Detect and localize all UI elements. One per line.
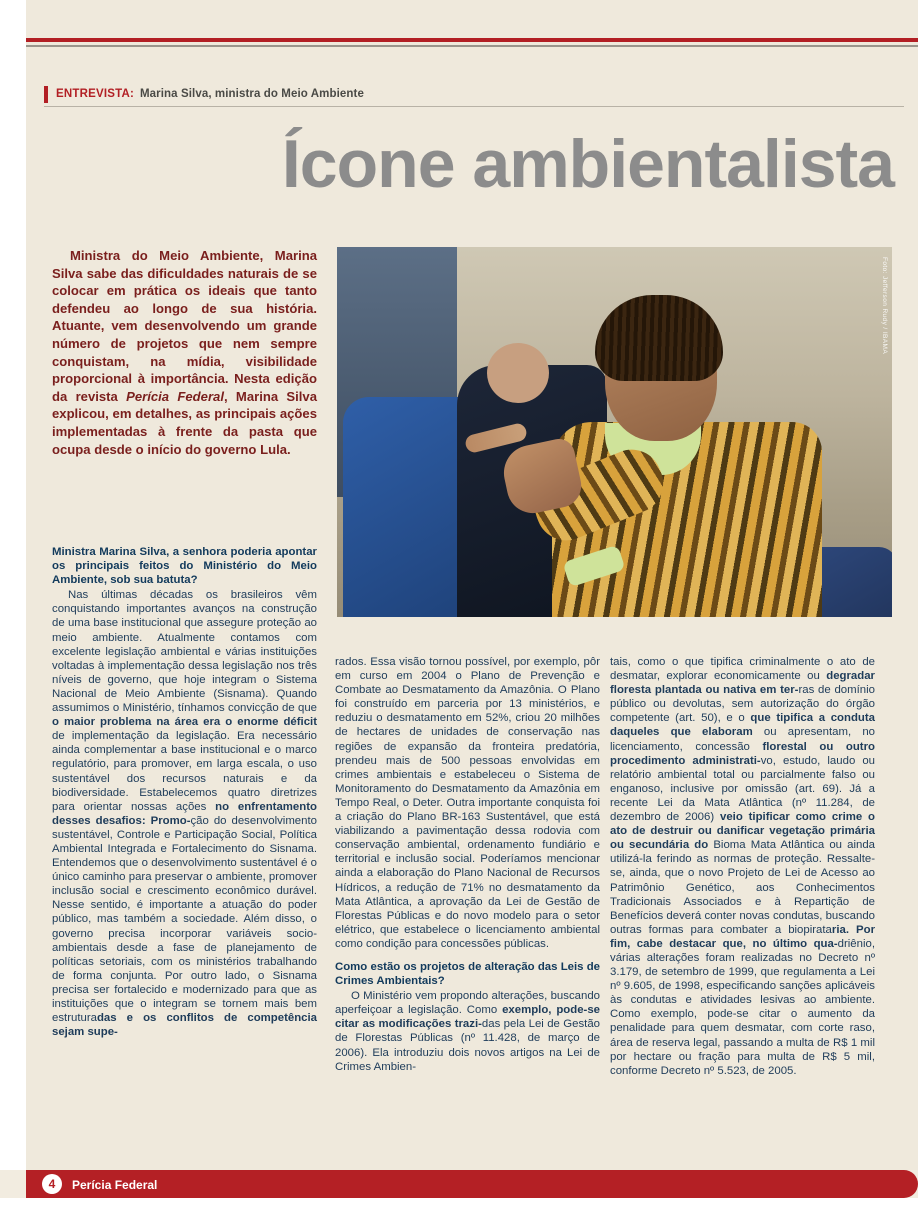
top-rule-grey — [26, 45, 918, 47]
answer-2-bold-a: degradar floresta plantada ou nativa em ter- — [610, 670, 875, 697]
photo-background-person-head — [487, 343, 549, 403]
body-column-2 — [335, 655, 600, 1074]
lead-paragraph — [52, 247, 317, 458]
answer-1-bold-c: no enfrentamento desses desafios: Promo- — [52, 800, 317, 827]
answer-2-part-a: O Ministério vem propondo alterações, buscando aperfeiçoar a legislação. Como — [335, 990, 600, 1017]
answer-1-bold-d: das e os conflitos de competência sejam supe- — [52, 1012, 317, 1039]
column3-continuation — [610, 655, 875, 1078]
answer-1-bold-b: o maior problema na área era o enorme déficit — [52, 716, 317, 729]
question-2: Como estão os projetos de alteração das Leis de Crimes Ambientais? — [335, 960, 600, 988]
answer-2-part-b: das pela Lei de Gestão de Florestas Públicas (nº 11.428, de março de 2006). Ela introduziu dois novos artigos na Lei de Crimes Ambien- — [335, 1018, 600, 1073]
lead-text-part2: , Marina Silva explicou, em detalhes, as principais ações implementadas à frente da pasta que ocupa desde o início do governo Lula. — [52, 388, 317, 457]
answer-1-part-a: Nas últimas décadas os brasileiros vêm conquistando importantes avanços na construção de uma base institucional que assegure proteção ao meio ambiente. Atualmente contamos com excelente legislação ambiental e várias instituições voltadas à implementação dessa legislação nos três níveis de governo, que hoje integram o Sistema Nacional de Meio Ambiente (Sisnama). Quando assumimos o Ministério, tínhamos convicção de que — [52, 589, 317, 715]
page-footer — [0, 1170, 918, 1216]
kicker-subject: Marina Silva, ministra do Meio Ambiente — [140, 88, 364, 100]
answer-2-cont-b: ras de domínio público ou devolutas, sem autorização do órgão competente (art. 50), e o — [610, 684, 875, 725]
answer-2-cont-d: vo, estudo, laudo ou relatório ambiental total ou parcialmente falso ou enganoso, inclusive por omissão (art. 69). Já a recente Lei da Mata Atlântica (nº 11.284, de dezembro de 2006) — [610, 754, 875, 824]
answer-1-part-b: de implementação da legislação. Era necessário ainda complementar a base institucional e o marco regulatório, para promover, em larga escala, o uso sustentável dos recursos naturais e da biodiversidade. Estabelecemos quatro diretrizes para orientar nossas ações — [52, 730, 317, 813]
interview-photo — [337, 247, 892, 617]
column2-spacer — [335, 951, 600, 960]
page-title: Ícone ambientalista — [281, 126, 894, 202]
answer-1-continuation: rados. Essa visão tornou possível, por exemplo, pôr em curso em 2004 o Plano de Prevenção e Combate ao Desmatamento da Amazônia. O Plano foi construído em parceria por 13 ministérios, e reduziu o desmatamento em 52%, criou 20 milhões de hectares de unidades de conservação nas regiões de expansão da fronteira predatória, prendeu mais de 500 pessoas envolvidas em crimes ambientais e estabeleceu o Sistema de Monitoramento do Desmatamento da Amazônia em Tempo Real, o Deter. Outra importante conquista foi a criação do Plano BR-163 Sustentável, que está viabilizando a pavimentação dessa rodovia com conservação ambiental, ordenamento fundiário e territorial e inclusão social. Poderíamos mencionar ainda a elaboração do Plano Nacional de Recursos Hídricos, a redução de 71% no desmatamento da Mata Atlântica, a aprovação da Lei de Gestão de Florestas Públicas e do novo modelo para o setor elétrico, que estabelece o licenciamento ambiental como condição para concessões públicas. — [335, 656, 600, 950]
body-column-3 — [610, 655, 875, 1078]
kicker-tick — [44, 86, 48, 103]
top-rule-red — [26, 38, 918, 42]
footer-bottom-margin — [0, 1198, 918, 1216]
lead-text-part1: Ministra do Meio Ambiente, Marina Silva sabe das dificuldades naturais de se colocar em prática os ideais que tanto defendeu ao longo de sua história. Atuante, vem desenvolvendo um grande número de projetos que nem sempre conquistam, na mídia, visibilidade proporcional à importância. Nesta edição da revista — [52, 248, 317, 404]
answer-2-bold-c: florestal ou outro procedimento administrati- — [610, 740, 875, 767]
question-1: Ministra Marina Silva, a senhora poderia apontar os principais feitos do Ministério do Meio Ambiente, sob sua batuta? — [52, 546, 317, 587]
column2-question-block — [335, 960, 600, 988]
column1-question-block — [52, 545, 317, 587]
section-kicker — [44, 86, 904, 106]
answer-1-part-c: ção do desenvolvimento sustentável, Controle e Participação Social, Política Ambiental Integrada e Fortalecimento do Sisnama. Entendemos que o desenvolvimento sustentável é o único caminho para preservar o ambiente, promover inclusão social e crescimento econômico durável. Nesse sentido, é importante a atuação do poder público, mas também a sociedade. Além disso, o governo precisa incorporar variáveis socio-ambientais desde a fase de planejamento de políticas setoriais, com os ministérios trabalhando de forma conjunta. Por outro lado, o Sisnama precisa ser fortalecido e modernizado para que as instituições que o integram se tornem mais bem estrutura — [52, 814, 317, 1025]
answer-2-cont-c: ou apresentam, no licenciamento, concessão — [610, 726, 875, 753]
column2-answer — [335, 989, 600, 1074]
answer-2-cont-a: tais, como o que tipifica criminalmente o ato de desmatar, explorar economicamente ou — [610, 656, 875, 683]
body-column-1 — [52, 545, 317, 1039]
column1-answer — [52, 588, 317, 1039]
page-left-margin — [0, 0, 26, 1216]
answer-2-bold-b2: que tipifica a conduta daqueles que elaboram — [610, 712, 875, 739]
answer-2-bold-d: veio tipificar como crime o ato de destruir ou danificar vegetação primária ou secundária do — [610, 811, 876, 852]
kicker-label: ENTREVISTA: — [56, 88, 135, 100]
publication-name: Perícia Federal — [72, 1178, 158, 1192]
page-number-badge: 4 — [42, 1174, 62, 1194]
kicker-underline — [44, 106, 904, 107]
answer-2-cont-f: driênio, várias alterações foram realizadas no Decreto nº 3.179, de setembro de 1999, que regulamenta a Lei nº 9.605, de 1998, especificando sanções aplicáveis às condutas e atividades lesivas ao ambiente. Como exemplo, pode-se citar o aumento da penalidade para quem desmatar, com corte raso, área de reserva legal, passando a multa de R$ 1 mil por hectare ou fração para multa de R$ 5 mil, conforme Decreto nº 5.523, de 2005. — [610, 937, 875, 1077]
answer-2-bold-b: exemplo, pode-se citar as modificações trazi- — [335, 1004, 600, 1031]
answer-2-bold-e: ria. Por fim, cabe destacar que, no último qua- — [610, 923, 875, 950]
column2-continuation — [335, 655, 600, 951]
lead-magazine-name: Perícia Federal — [126, 388, 224, 404]
footer-strip — [26, 1170, 918, 1198]
photo-credit: Foto: Jefferson Rudy / IBAMA — [881, 257, 888, 355]
answer-2-cont-e: Bioma Mata Atlântica ou ainda utilizá-la ferindo as normas de proteção. Ressalte-se, ainda, que o novo Projeto de Lei de Acesso ao Patrimônio Genético, aos Conhecimentos Tradicionais Associados e à Repartição de Benefícios deverá conter novas condutas, buscando outras formas para combater a biopirata — [610, 839, 875, 936]
